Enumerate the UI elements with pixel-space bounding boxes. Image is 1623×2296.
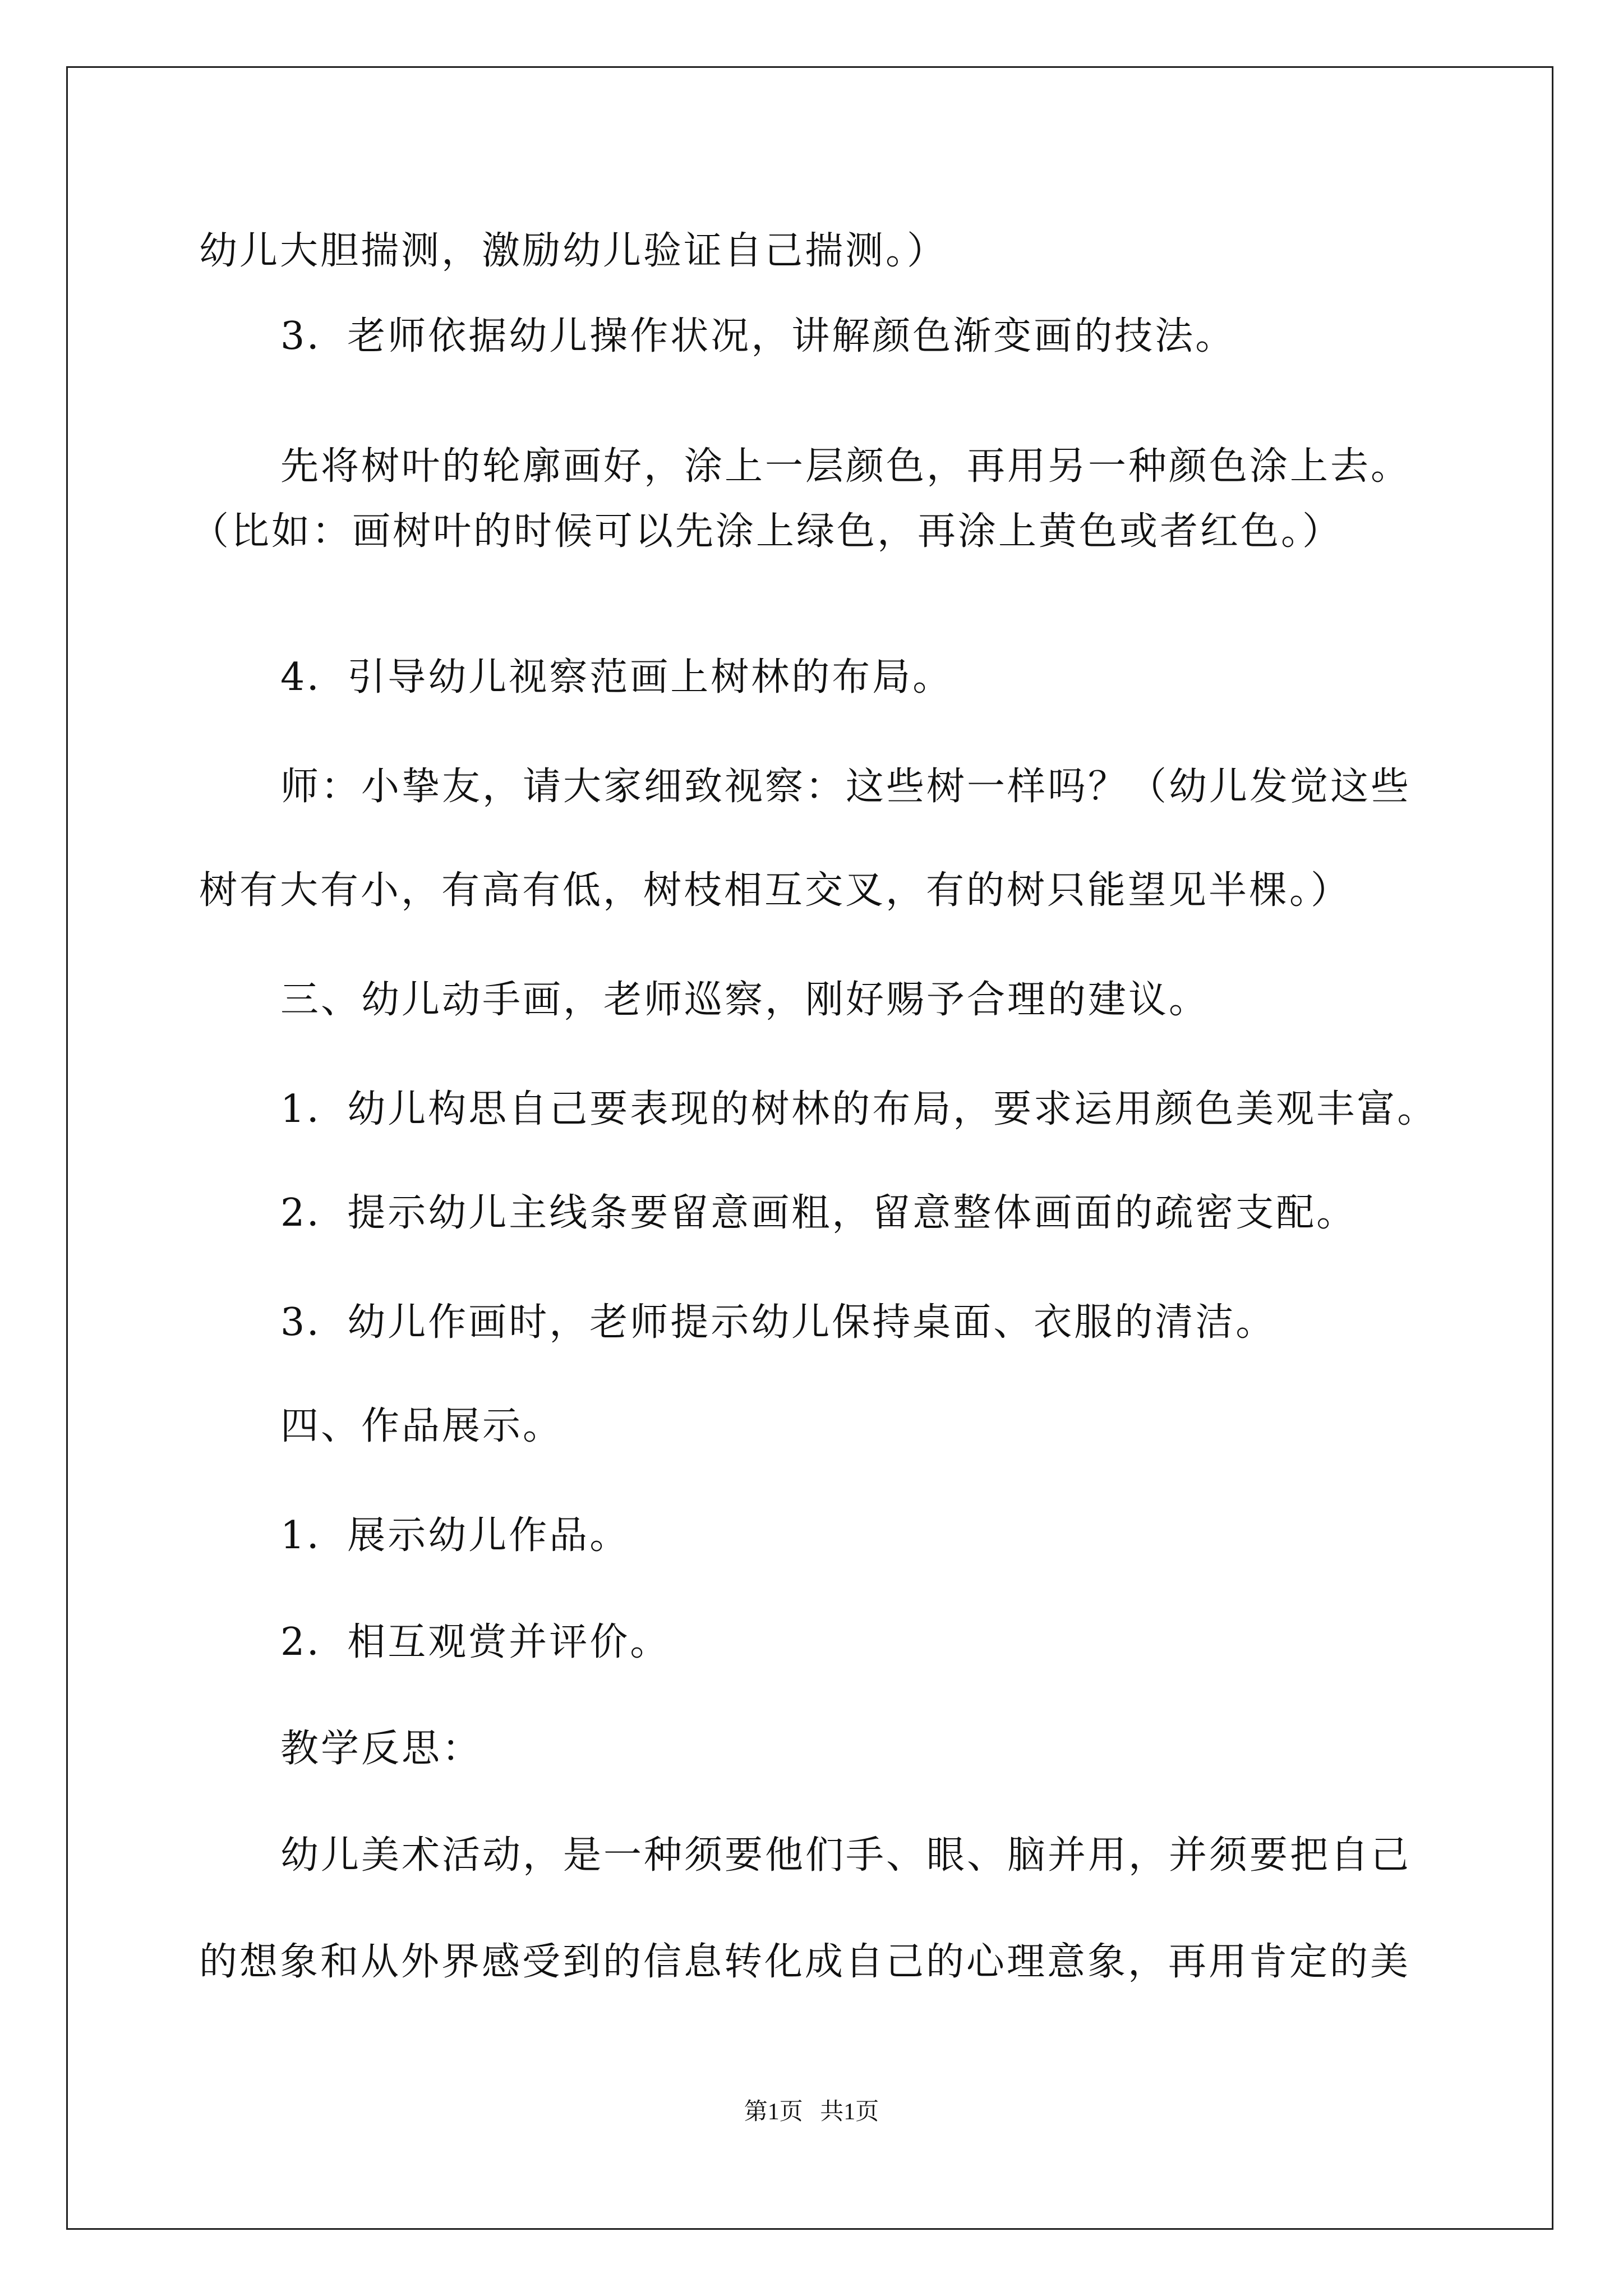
paragraph-line: 3．幼儿作画时，老师提示幼儿保持桌面、衣服的清洁。 [280,1300,1276,1345]
paragraph-line: 的想象和从外界感受到的信息转化成自己的心理意象，再用肯定的美 [199,1940,1411,1984]
paragraph-line: 幼儿美术活动，是一种须要他们手、眼、脑并用，并须要把自己 [280,1833,1412,1878]
paragraph-line: 先将树叶的轮廓画好，涂上一层颜色，再用另一种颜色涂上去。 [280,444,1412,489]
page-border [66,66,1553,2230]
page-footer: 第1页 共1页 [744,2099,879,2125]
paragraph-line: 师：小挚友，请大家细致视察：这些树一样吗？（幼儿发觉这些 [280,765,1412,809]
paragraph-line: 1．幼儿构思自己要表现的树林的布局，要求运用颜色美观丰富。 [280,1087,1438,1131]
paragraph-line: 4．引导幼儿视察范画上树林的布局。 [280,655,953,700]
paragraph-line: 1．展示幼儿作品。 [280,1513,630,1558]
paragraph-line: 2．相互观赏并评价。 [280,1620,671,1664]
paragraph-line: 2．提示幼儿主线条要留意画粗，留意整体画面的疏密支配。 [280,1191,1357,1235]
paragraph-line: 三、幼儿动手画，老师巡察，刚好赐予合理的建议。 [280,978,1210,1022]
paragraph-line: 3．老师依据幼儿操作状况，讲解颜色渐变画的技法。 [280,314,1236,358]
paragraph-line: 教学反思： [280,1727,483,1771]
paragraph-line: 幼儿大胆揣测，激励幼儿验证自己揣测。） [199,229,948,273]
paragraph-line: 四、作品展示。 [280,1404,564,1448]
paragraph-line: 树有大有小，有高有低，树枝相互交叉，有的树只能望见半棵。） [199,868,1352,913]
paragraph-line: （比如：画树叶的时候可以先涂上绿色，再涂上黄色或者红色。） [191,509,1343,554]
